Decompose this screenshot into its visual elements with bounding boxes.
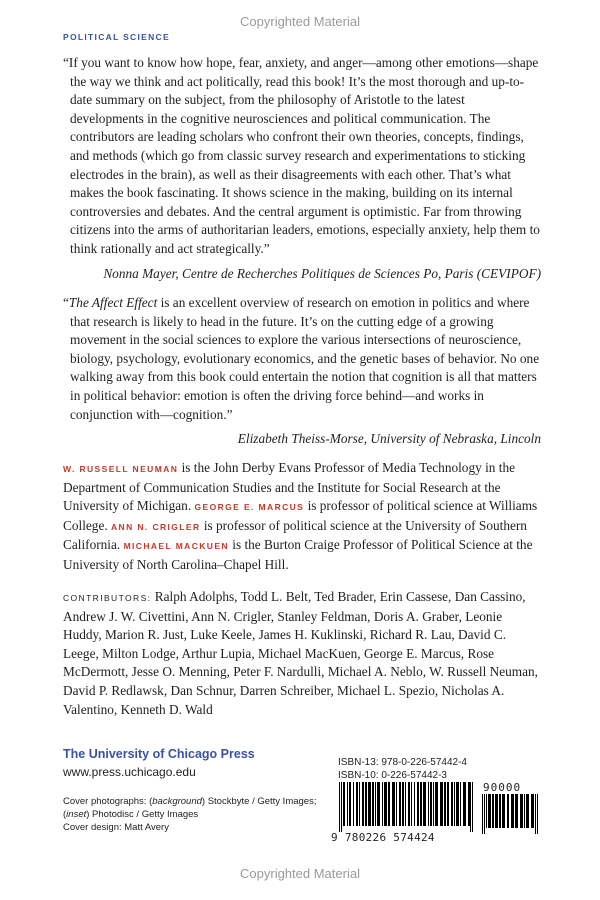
barcode-bar <box>402 782 404 826</box>
barcode-guard-bar <box>470 782 471 832</box>
barcode-bar <box>486 794 487 828</box>
credit-end: ) Photodisc / Getty Images <box>86 809 199 820</box>
barcode-bar <box>414 782 415 826</box>
watermark-top: Copyrighted Material <box>240 14 360 29</box>
barcode-bar <box>411 782 412 826</box>
barcode-bar <box>454 782 455 826</box>
barcode-bar <box>502 794 505 828</box>
barcode-guard-bar <box>341 782 342 832</box>
barcode-bar <box>440 782 443 826</box>
barcode-bar <box>495 794 498 828</box>
editor-bio-marcus: is professor of political science at Williams College. <box>63 498 538 533</box>
editor-name-marcus: GEORGE E. MARCUS <box>194 502 305 513</box>
publisher-name: The University of Chicago Press <box>63 747 255 761</box>
barcode-bar <box>460 782 461 826</box>
isbn-13: ISBN-13: 978-0-226-57442-4 <box>338 757 467 768</box>
design-credit: Cover design: Matt Avery <box>63 822 169 833</box>
barcode-bar <box>375 782 376 826</box>
category-label: POLITICAL SCIENCE <box>63 32 170 42</box>
barcode-bar <box>399 782 401 826</box>
barcode-guard-bar <box>535 794 536 834</box>
barcode-bar <box>417 782 419 826</box>
barcode-bar <box>347 782 348 826</box>
barcode-bar <box>433 782 434 826</box>
barcode-bar <box>365 782 367 826</box>
editors-bio <box>63 459 541 575</box>
quote-1-attribution: Nonna Mayer, Centre de Recherches Politiques de Sciences Po, Paris (CEVIPOF) <box>103 265 541 281</box>
barcode-bar <box>428 782 429 826</box>
price-code: 90000 <box>483 781 522 794</box>
barcode-bar <box>356 782 358 826</box>
barcode-bar <box>368 782 371 826</box>
isbn-block <box>338 756 467 782</box>
barcode-bar <box>372 782 374 826</box>
barcode-bar <box>349 782 351 826</box>
contributors-list <box>63 588 543 719</box>
barcode-bar <box>396 782 397 826</box>
quote-2-body: is an excellent overview of research on emotion in politics and where that research is likely to head in the future. It’s on the cutting edge of a growing movement in the social sciences to explore the various intersections of neuroscience, biology, psychology, evolutionary economics, and the genetic bases of behavior. No one walking away from this book could entertain the notion that cognition is all that matters in political behavior: emotion is often the driving force behind—and works in conjunction with—cognition.” <box>70 295 540 422</box>
barcode-bar <box>451 782 453 826</box>
credit-mid: ) Stockbyte / Getty Images; ( <box>63 796 317 820</box>
quote-2-attribution: Elizabeth Theiss-Morse, University of Nebraska, Lincoln <box>237 431 541 447</box>
editor-name-mackuen: MICHAEL MACKUEN <box>123 541 229 552</box>
barcode-guard-bar <box>339 782 340 832</box>
barcode-bar <box>353 782 354 826</box>
barcode-bar <box>420 782 422 826</box>
barcode-main-bars <box>339 782 475 832</box>
barcode-bar <box>343 782 345 826</box>
barcode <box>331 782 543 850</box>
barcode-bar <box>430 782 432 826</box>
quote-2-text <box>63 294 541 424</box>
barcode-guard-bar <box>537 794 538 834</box>
barcode-bar <box>463 782 466 826</box>
editor-name-neuman: W. RUSSELL NEUMAN <box>63 464 179 474</box>
barcode-digits: 9 780226 574424 <box>331 831 435 844</box>
contributors-names: Ralph Adolphs, Todd L. Belt, Ted Brader, Erin Cassese, Dan Cassino, Andrew J. W. Civettini, Ann N. Crigler, Stanley Feldman, Doris A. Graber, Leonie Huddy, Marion R. Just, Luke Keele, James H. Kuklinski, Richard R. Lau, David C. Leege, Milton Lodge, Arthur Lupia, Michael MacKuen, George E. Marcus, Rose McDermott, Jesse O. Menning, Peter F. Nardulli, Michael A. Neblo, W. Russell Neuman, David P. Redlawsk, Dan Schnur, Darren Schreiber, Michael L. Spezio, Nicholas A. Valentino, Kenneth D. Wald <box>63 589 538 717</box>
credit-background: background <box>152 796 202 807</box>
barcode-bar <box>408 782 410 826</box>
barcode-guard-bar <box>482 794 483 834</box>
editor-bio-mackuen: is the Burton Craige Professor of Political Science at the University of North Carolina–Chapel Hill. <box>63 537 533 572</box>
barcode-bar <box>444 782 446 826</box>
barcode-bar <box>526 794 529 828</box>
barcode-bar <box>384 782 387 826</box>
barcode-bar <box>388 782 390 826</box>
endorsement-quote-2 <box>63 294 541 449</box>
barcode-bar <box>392 782 395 826</box>
barcode-bar <box>499 794 501 828</box>
contributors-label: CONTRIBUTORS: <box>63 593 152 603</box>
barcode-bar <box>447 782 449 826</box>
quote-2-open-mark: “ <box>63 295 69 310</box>
barcode-bar <box>531 794 534 828</box>
barcode-guard-bar <box>472 782 473 832</box>
editor-name-crigler: ANN N. CRIGLER <box>111 521 201 532</box>
barcode-bar <box>456 782 459 826</box>
barcode-bar <box>377 782 380 826</box>
endorsement-quote-1 <box>63 54 541 283</box>
barcode-addon-bars <box>482 794 540 844</box>
quote-1-text: “If you want to know how hope, fear, anxiety, and anger—among other emotions—shape the way we think and act politically, read this book! It’s the most thorough and up-to-date summary on the subject, from the philosophy of Aristotle to the latest developments in the cognitive neurosciences and political communication. The contributors are leading scholars who confront their own theories, concepts, findings, and methods (which go from classic survey research and experimentations to sticking electrodes in the brain), as well as their disagreements with each other. That’s what makes the book fascinating. It shows science in the making, building on its internal controversies and debates. And the central argument is optimistic. Far from throwing citizens into the arms of authoritarian leaders, emotions, especially anxiety, help them to think rationally and act strategically.” <box>63 55 540 256</box>
barcode-bar <box>492 794 494 828</box>
barcode-bar <box>362 782 364 826</box>
barcode-bar <box>423 782 426 826</box>
barcode-bar <box>488 794 491 828</box>
barcode-bar <box>515 794 518 828</box>
publisher-block <box>63 747 255 779</box>
barcode-bar <box>511 794 514 828</box>
barcode-guard-bar <box>484 794 485 834</box>
quote-2-book-title: The Affect Effect <box>68 295 158 310</box>
editor-bio-neuman: is the John Derby Evans Professor of Media Technology in the Department of Communication Studies and the Institute for Social Research at the University of Michigan. <box>63 460 515 514</box>
watermark-bottom: Copyrighted Material <box>240 866 360 881</box>
barcode-bar <box>520 794 523 828</box>
publisher-url[interactable]: www.press.uchicago.edu <box>63 765 196 779</box>
barcode-bar <box>524 794 525 828</box>
barcode-bar <box>359 782 360 826</box>
barcode-bar <box>405 782 406 826</box>
barcode-bar <box>507 794 509 828</box>
cover-credits <box>63 795 323 834</box>
credit-inset: inset <box>66 809 87 820</box>
credit-prefix: Cover photographs: ( <box>63 796 153 807</box>
barcode-bar <box>435 782 438 826</box>
photo-credits <box>63 795 323 821</box>
editor-bio-crigler: is professor of political science at the University of Southern California. <box>63 517 527 553</box>
isbn-10: ISBN-10: 0-226-57442-3 <box>338 770 447 781</box>
barcode-bar <box>382 782 383 826</box>
